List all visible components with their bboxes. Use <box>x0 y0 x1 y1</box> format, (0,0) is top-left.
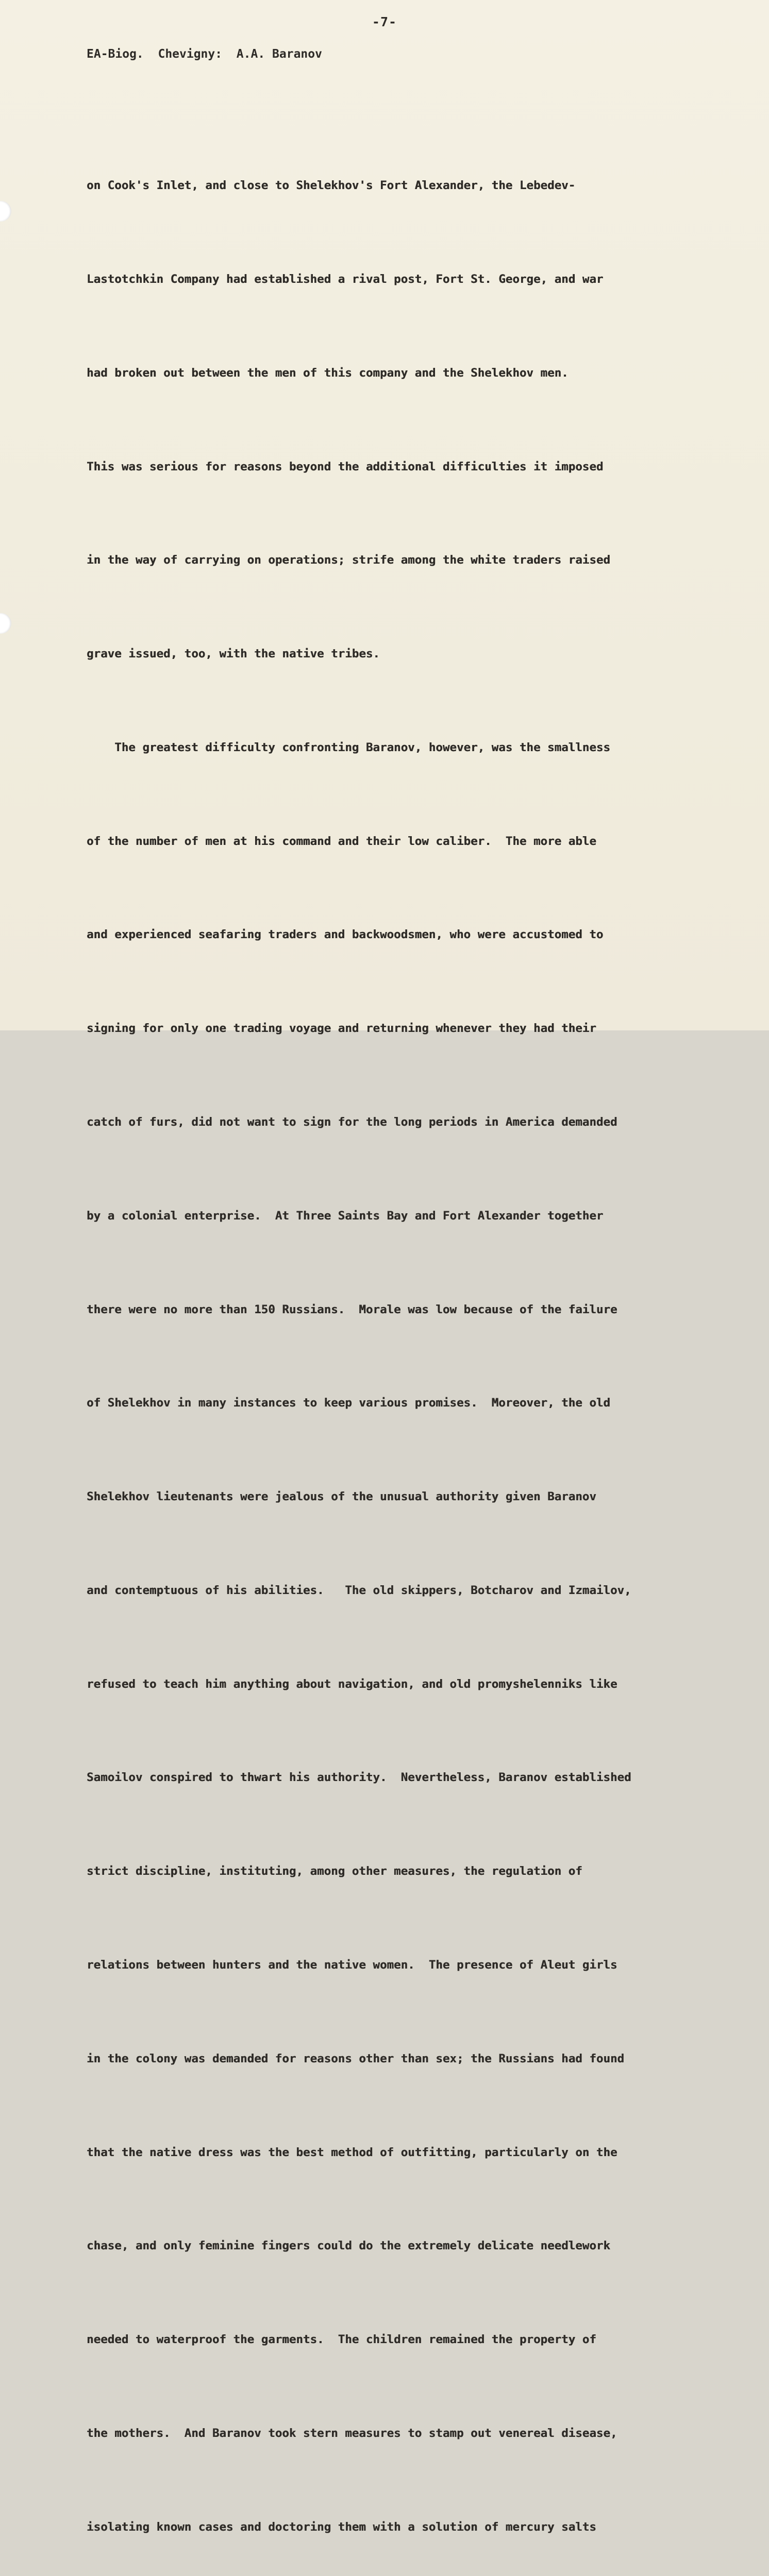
text-line: had broken out between the men of this company and the Shelekhov men. <box>87 366 569 380</box>
text-line: refused to teach him anything about navigation, and old promyshelenniks like <box>87 1677 617 1691</box>
page-number: -7- <box>372 14 397 29</box>
document-header: EA-Biog. Chevigny: A.A. Baranov <box>87 47 322 61</box>
text-line: Lastotchkin Company had established a rival post, Fort St. George, and war <box>87 272 604 286</box>
text-line: relations between hunters and the native women. The presence of Aleut girls <box>87 1958 617 1972</box>
text-line: needed to waterproof the garments. The children remained the property of <box>87 2333 596 2347</box>
text-line: isolating known cases and doctoring them with a solution of mercury salts <box>87 2520 596 2534</box>
text-line: on Cook's Inlet, and close to Shelekhov's Fort Alexander, the Lebedev- <box>87 179 576 193</box>
text-line: there were no more than 150 Russians. Morale was low because of the failure <box>87 1302 617 1316</box>
text-line: the mothers. And Baranov took stern measures to stamp out venereal disease, <box>87 2426 617 2440</box>
text-line: that the native dress was the best method of outfitting, particularly on the <box>87 2145 617 2159</box>
text-line: Shelekhov lieutenants were jealous of the unusual authority given Baranov <box>87 1490 596 1504</box>
text-line: of Shelekhov in many instances to keep various promises. Moreover, the old <box>87 1396 610 1410</box>
text-line: chase, and only feminine fingers could do the extremely delicate needlework <box>87 2239 610 2253</box>
punch-hole <box>0 201 11 222</box>
punch-hole <box>0 613 11 634</box>
text-line: and contemptuous of his abilities. The old skippers, Botcharov and Izmailov, <box>87 1583 631 1597</box>
text-line: Samoilov conspired to thwart his authority. Nevertheless, Baranov established <box>87 1771 631 1785</box>
body-text <box>87 108 705 2576</box>
text-line: grave issued, too, with the native tribes. <box>87 647 380 661</box>
text-line: strict discipline, instituting, among other measures, the regulation of <box>87 1865 582 1878</box>
text-line: in the colony was demanded for reasons other than sex; the Russians had found <box>87 2052 625 2065</box>
text-line: in the way of carrying on operations; strife among the white traders raised <box>87 553 610 567</box>
text-line: signing for only one trading voyage and returning whenever they had their <box>87 1022 596 1036</box>
text-line: catch of furs, did not want to sign for the long periods in America demanded <box>87 1115 617 1129</box>
text-line: by a colonial enterprise. At Three Saints Bay and Fort Alexander together <box>87 1209 604 1223</box>
text-line: This was serious for reasons beyond the additional difficulties it imposed <box>87 460 604 473</box>
text-line: of the number of men at his command and their low caliber. The more able <box>87 834 596 848</box>
text-line: The greatest difficulty confronting Baranov, however, was the smallness <box>87 740 610 754</box>
text-line: and experienced seafaring traders and backwoodsmen, who were accustomed to <box>87 928 604 942</box>
